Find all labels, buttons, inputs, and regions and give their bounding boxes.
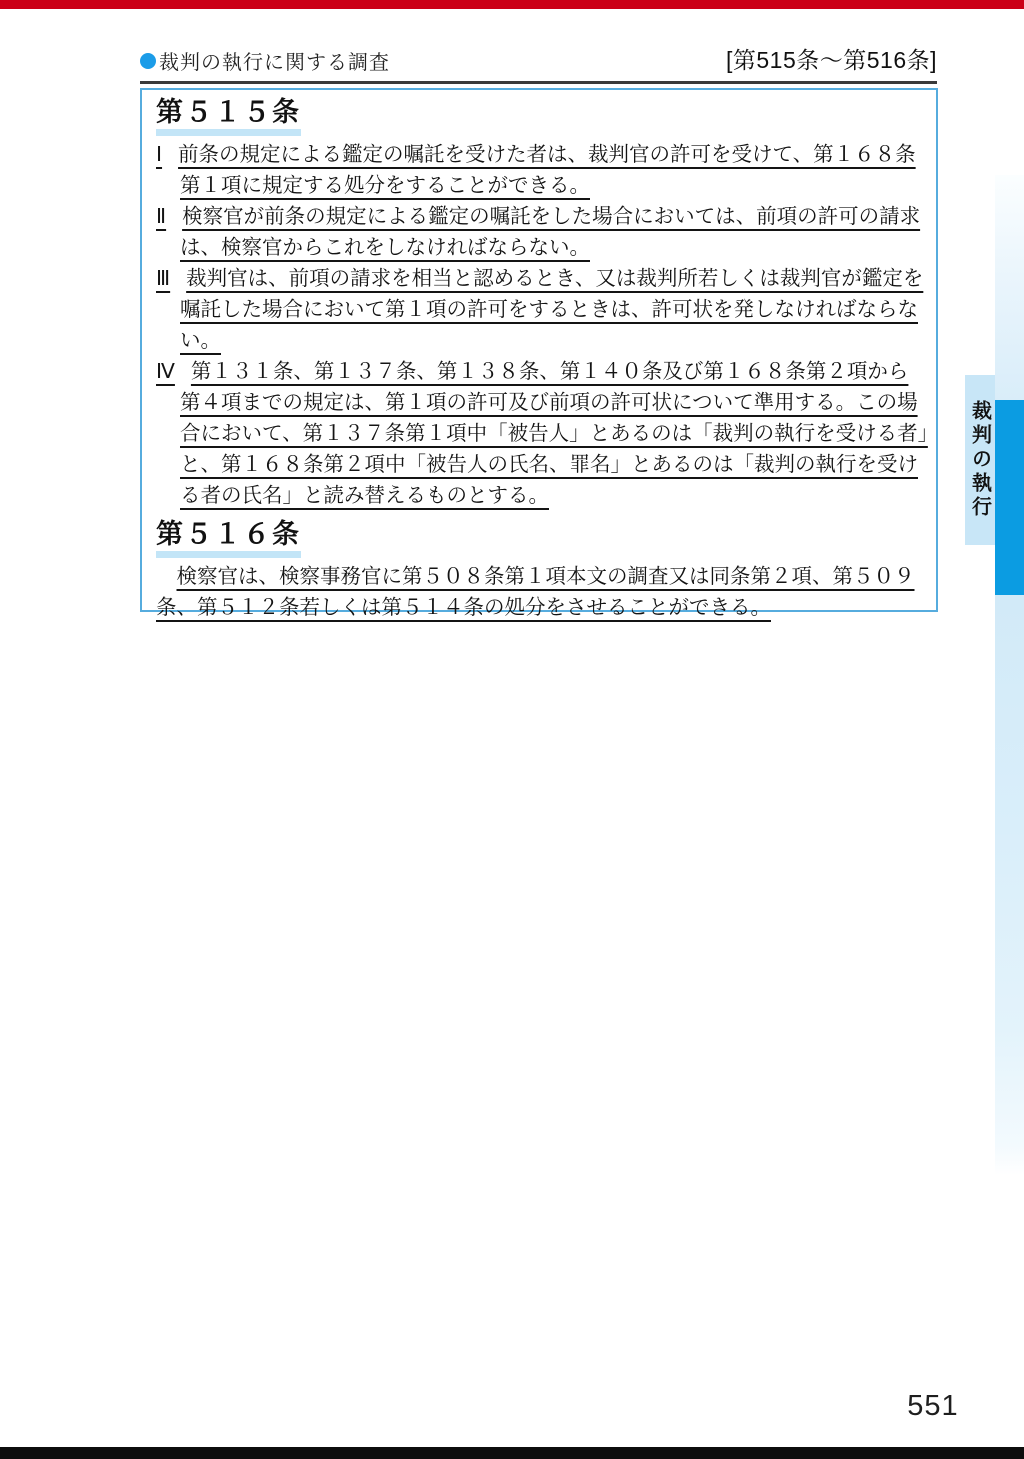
article-515-item-4 bbox=[142, 356, 936, 511]
item-text: 前条の規定による鑑定の嘱託を受けた者は、裁判官の許可を受けて、第１６８条第１項に規定する処分をすることができる。 bbox=[178, 143, 916, 198]
page-number: 551 bbox=[907, 1390, 959, 1422]
article-range-label: [第515条～第516条] bbox=[725, 47, 937, 73]
article-515-items bbox=[142, 139, 936, 511]
item-numeral: Ⅱ bbox=[156, 205, 167, 229]
article-515-item-2 bbox=[142, 201, 936, 263]
article-515-item-3 bbox=[142, 263, 936, 356]
section-header bbox=[140, 46, 390, 75]
item-text: 検察官が前条の規定による鑑定の嘱託をした場合においては、前項の許可の請求は、検察官からこれをしなければならない。 bbox=[180, 205, 921, 260]
bullet-icon bbox=[140, 53, 156, 69]
bottom-black-bar bbox=[0, 1447, 1024, 1459]
article-515-heading: 第５１５条 bbox=[156, 97, 301, 136]
article-516-paragraph: 検察官は、検察事務官に第５０８条第１項本文の調査又は同条第２項、第５０９条、第５１２条若しくは第５１４条の処分をさせることができる。 bbox=[156, 565, 915, 620]
chapter-side-tab bbox=[965, 375, 995, 545]
section-title: 裁判の執行に関する調査 bbox=[159, 52, 390, 74]
item-numeral: Ⅰ bbox=[156, 143, 163, 167]
top-red-bar bbox=[0, 0, 1024, 9]
page-header bbox=[140, 42, 937, 84]
side-strip-bottom bbox=[995, 595, 1024, 1175]
article-516-heading: 第５１６条 bbox=[156, 519, 301, 558]
item-numeral: Ⅳ bbox=[156, 360, 175, 384]
article-box bbox=[140, 88, 938, 620]
item-text: 第１３１条、第１３７条、第１３８条、第１４０条及び第１６８条第２項から第４項までの規定は、第１項の許可及び前項の許可状について準用する。この場合において、第１３７条第１項中「被告人」とあるのは「裁判の執行を受ける者」と、第１６８条第２項中「被告人の氏名、罪名」とあるのは「裁判の執行を受ける者の氏名」と読み替えるものとする。 bbox=[180, 360, 928, 508]
side-strip-top bbox=[995, 175, 1024, 400]
item-numeral: Ⅲ bbox=[156, 267, 171, 291]
article-515-item-1 bbox=[142, 139, 936, 201]
chapter-side-tab-label: 裁判の執行 bbox=[968, 400, 991, 520]
item-text: 裁判官は、前項の請求を相当と認めるとき、又は裁判所若しくは裁判官が鑑定を嘱託した場合において第１項の許可をするときは、許可状を発しなければならない。 bbox=[180, 267, 924, 353]
side-strip-highlight bbox=[995, 400, 1024, 595]
